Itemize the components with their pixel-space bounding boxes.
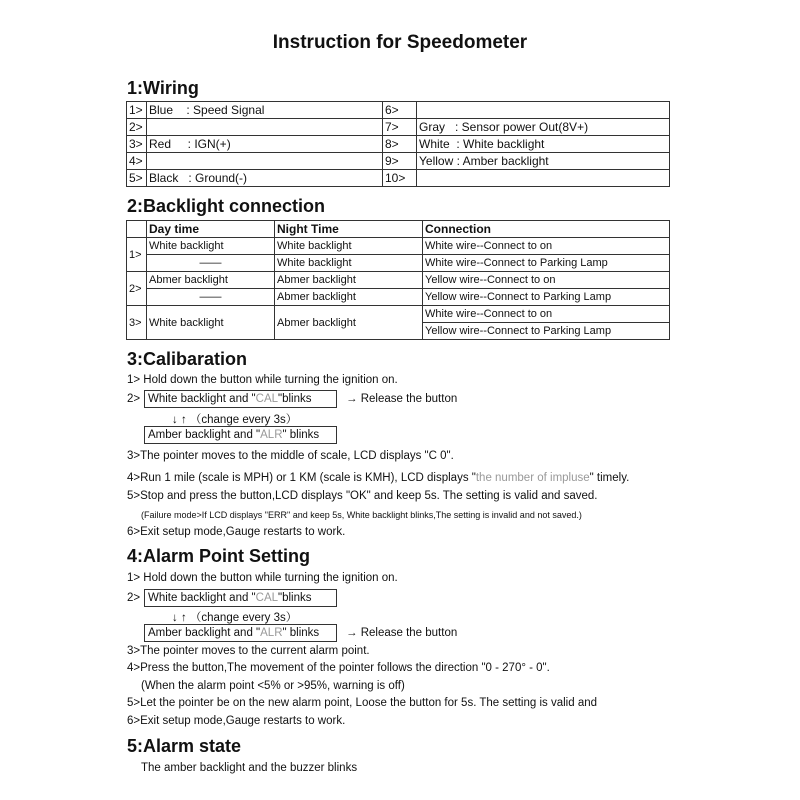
header-connection: Connection	[423, 221, 670, 238]
page-title: Instruction for Speedometer	[272, 32, 528, 53]
calib-failure-note: (Failure mode>If LCD displays "ERR" and keep 5s, White backlight blinks,The setting is invalid and not saved.)	[141, 510, 582, 520]
wiring-heading: 1:Wiring	[127, 78, 199, 98]
alarm-state-heading: 5:Alarm state	[127, 736, 242, 756]
day-cell: White backlight	[147, 238, 275, 255]
backlight-heading: 2:Backlight connection	[127, 196, 326, 216]
night-cell: White backlight	[275, 255, 423, 272]
backlight-table	[126, 220, 670, 340]
calib-cal-box: White backlight and "CAL"blinks	[144, 390, 337, 408]
row-num: 3>	[127, 306, 147, 340]
wire-num-left: 5>	[127, 170, 147, 187]
wire-desc-left: Red : IGN(+)	[147, 136, 383, 153]
wire-desc-left	[147, 153, 383, 170]
calib-step-6: 6>Exit setup mode,Gauge restarts to work.	[127, 526, 346, 538]
alarm-heading: 4:Alarm Point Setting	[127, 546, 311, 566]
wire-num-left: 1>	[127, 102, 147, 119]
night-cell: Abmer backlight	[275, 306, 423, 340]
night-cell: Abmer backlight	[275, 272, 423, 289]
wire-desc-right: Gray : Sensor power Out(8V+)	[417, 119, 670, 136]
connection-cell: White wire--Connect to on	[423, 238, 670, 255]
alarm-step-1: 1> Hold down the button while turning the ignition on.	[127, 572, 398, 584]
day-cell: ——	[147, 255, 275, 272]
day-cell: White backlight	[147, 306, 275, 340]
wire-num-left: 3>	[127, 136, 147, 153]
calib-change: ↓ ↑ （change every 3s）	[172, 414, 298, 426]
wiring-row	[127, 102, 670, 119]
night-cell: Abmer backlight	[275, 289, 423, 306]
wire-num-right: 7>	[383, 119, 417, 136]
alarm-release: → Release the button	[346, 627, 458, 639]
wire-num-left: 2>	[127, 119, 147, 136]
wire-num-right: 10>	[383, 170, 417, 187]
calib-step-1: 1> Hold down the button while turning the ignition on.	[127, 374, 398, 386]
alarm-step-4-note: (When the alarm point <5% or >95%, warning is off)	[141, 680, 405, 692]
wire-desc-left	[147, 119, 383, 136]
wire-desc-left: Black : Ground(-)	[147, 170, 383, 187]
wiring-table	[126, 101, 670, 187]
day-cell: ——	[147, 289, 275, 306]
connection-cell: Yellow wire--Connect to Parking Lamp	[423, 289, 670, 306]
calib-step-3: 3>The pointer moves to the middle of scale, LCD displays "C 0".	[127, 450, 454, 462]
wire-num-right: 8>	[383, 136, 417, 153]
row-num: 2>	[127, 272, 147, 306]
wire-desc-right	[417, 170, 670, 187]
calib-step-2-prefix: 2>	[127, 393, 141, 405]
day-cell: Abmer backlight	[147, 272, 275, 289]
alarm-step-5: 5>Let the pointer be on the new alarm point, Loose the button for 5s. The setting is valid and	[127, 697, 598, 709]
wire-desc-left: Blue : Speed Signal	[147, 102, 383, 119]
alarm-step-4: 4>Press the button,The movement of the pointer follows the direction "0 - 270° - 0".	[127, 662, 550, 674]
wire-num-right: 6>	[383, 102, 417, 119]
wire-desc-right: Yellow : Amber backlight	[417, 153, 670, 170]
calib-step-5: 5>Stop and press the button,LCD displays "OK" and keep 5s. The setting is valid and saved.	[127, 490, 598, 502]
wiring-row	[127, 170, 670, 187]
wire-desc-right	[417, 102, 670, 119]
wire-desc-right: White : White backlight	[417, 136, 670, 153]
night-cell: White backlight	[275, 238, 423, 255]
calibration-heading: 3:Calibaration	[127, 349, 248, 369]
wiring-row	[127, 153, 670, 170]
header-day: Day time	[147, 221, 275, 238]
calib-release: → Release the button	[346, 393, 458, 405]
alarm-step-3: 3>The pointer moves to the current alarm point.	[127, 645, 370, 657]
alarm-alr-box: Amber backlight and "ALR" blinks	[144, 624, 337, 642]
wire-num-right: 9>	[383, 153, 417, 170]
alarm-step-6: 6>Exit setup mode,Gauge restarts to work.	[127, 715, 346, 727]
connection-cell: White wire--Connect to Parking Lamp	[423, 255, 670, 272]
connection-cell: Yellow wire--Connect to on	[423, 272, 670, 289]
row-num: 1>	[127, 238, 147, 272]
calib-step-4: 4>Run 1 mile (scale is MPH) or 1 KM (scale is KMH), LCD displays "the number of impluse" timely.	[127, 472, 630, 484]
alarm-step-2-prefix: 2>	[127, 592, 141, 604]
alarm-cal-box: White backlight and "CAL"blinks	[144, 589, 337, 607]
wiring-row	[127, 136, 670, 153]
alarm-change: ↓ ↑ （change every 3s）	[172, 612, 298, 624]
wiring-row	[127, 119, 670, 136]
header-night: Night Time	[275, 221, 423, 238]
wire-num-left: 4>	[127, 153, 147, 170]
connection-cell: White wire--Connect to on	[423, 306, 670, 323]
connection-cell: Yellow wire--Connect to Parking Lamp	[423, 323, 670, 340]
calib-alr-box: Amber backlight and "ALR" blinks	[144, 426, 337, 444]
alarm-state-text: The amber backlight and the buzzer blinks	[141, 762, 358, 774]
